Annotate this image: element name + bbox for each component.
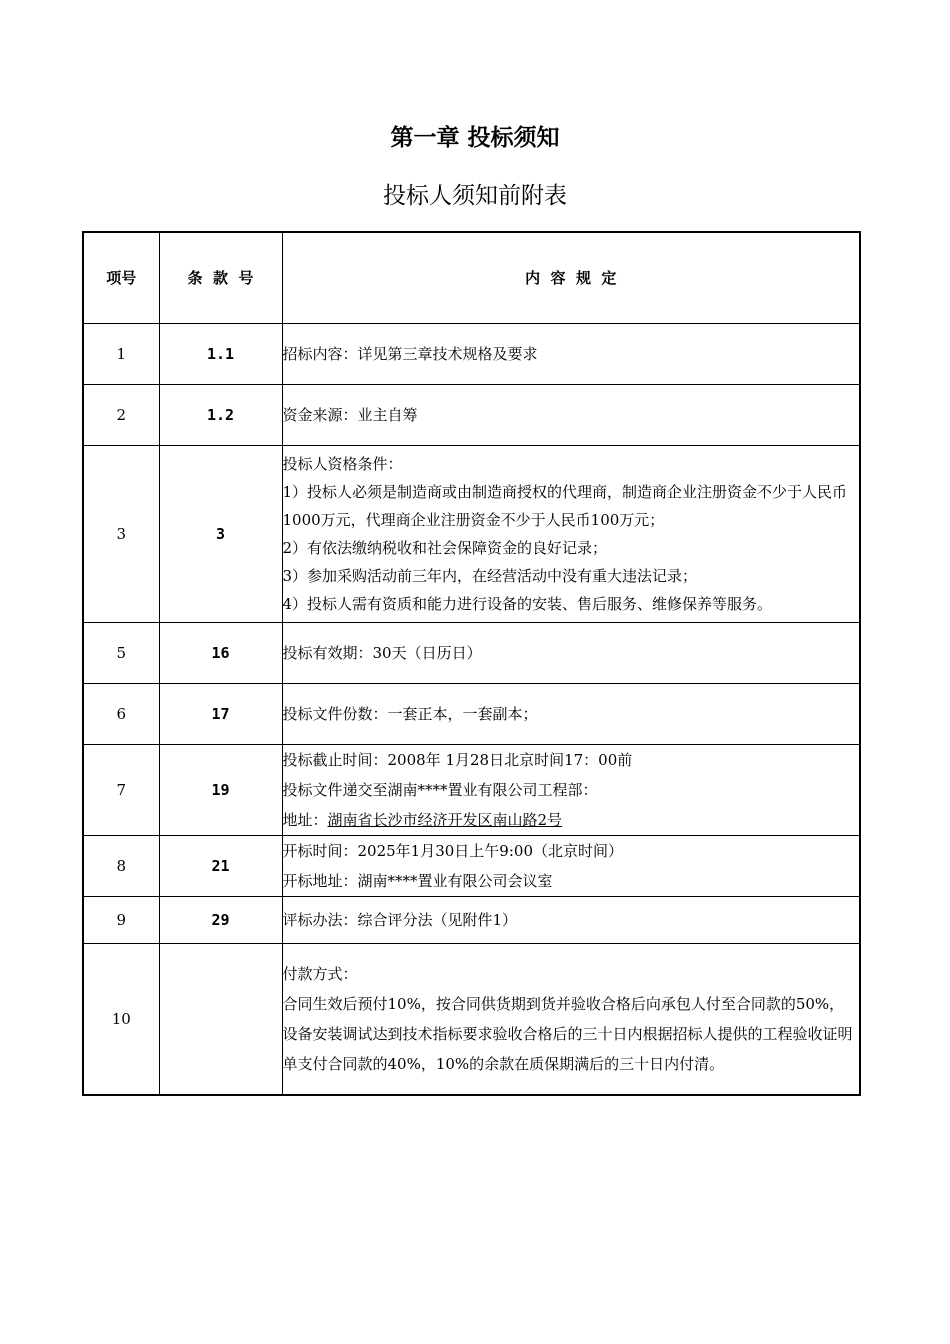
table-header-row bbox=[83, 232, 860, 323]
address-label: 地址： bbox=[282, 810, 328, 829]
header-content: 内 容 规 定 bbox=[282, 232, 860, 323]
row-content bbox=[282, 744, 860, 835]
clause-no: 16 bbox=[159, 622, 282, 683]
content-line: 投标人资格条件： bbox=[282, 454, 403, 473]
table-row bbox=[83, 622, 860, 683]
item-no: 10 bbox=[83, 943, 159, 1095]
row-content bbox=[282, 323, 860, 384]
row-content bbox=[282, 896, 860, 943]
item-no: 9 bbox=[83, 896, 159, 943]
address-value: 湖南省长沙市经济开发区南山路2号 bbox=[327, 810, 563, 829]
clause-no: 1.1 bbox=[159, 323, 282, 384]
table-row bbox=[83, 683, 860, 744]
item-no: 1 bbox=[83, 323, 159, 384]
content-line: 3）参加采购活动前三年内，在经营活动中没有重大违法记录； bbox=[282, 566, 698, 585]
content-line: 合同生效后预付10%，按合同供货期到货并验收合格后向承包人付至合同款的50%，设备安装调试达到技术指标要求验收合格后的三十日内根据招标人提供的工程验收证明单支付合同款的40%，10%的余款在质保期满后的三十日内付清。 bbox=[282, 994, 853, 1073]
content-line: 开标时间：2025年1月30日上午9:00（北京时间） bbox=[282, 841, 623, 860]
row-content bbox=[282, 683, 860, 744]
content-line: 资金来源：业主自筹 bbox=[282, 405, 418, 424]
item-no: 8 bbox=[83, 835, 159, 896]
row-content bbox=[282, 445, 860, 622]
row-content bbox=[282, 384, 860, 445]
table-row bbox=[83, 835, 860, 896]
content-line: 2）有依法缴纳税收和社会保障资金的良好记录； bbox=[282, 538, 608, 557]
clause-no: 17 bbox=[159, 683, 282, 744]
clause-no: 3 bbox=[159, 445, 282, 622]
table-row bbox=[83, 744, 860, 835]
row-content bbox=[282, 835, 860, 896]
content-line: 招标内容：详见第三章技术规格及要求 bbox=[282, 344, 538, 363]
header-clause-no: 条 款 号 bbox=[159, 232, 282, 323]
table-row bbox=[83, 384, 860, 445]
table-row bbox=[83, 323, 860, 384]
clause-no bbox=[159, 943, 282, 1095]
content-line: 开标地址：湖南****置业有限公司会议室 bbox=[282, 871, 553, 890]
content-line: 投标有效期：30天（日历日） bbox=[282, 643, 482, 662]
item-no: 7 bbox=[83, 744, 159, 835]
table-row bbox=[83, 445, 860, 622]
clause-no: 21 bbox=[159, 835, 282, 896]
content-line: 投标文件递交至湖南****置业有限公司工程部： bbox=[282, 780, 598, 799]
content-line: 付款方式： bbox=[282, 964, 358, 983]
header-item-no: 项号 bbox=[83, 232, 159, 323]
table-row bbox=[83, 896, 860, 943]
table-row bbox=[83, 943, 860, 1095]
content-line: 4）投标人需有资质和能力进行设备的安装、售后服务、维修保养等服务。 bbox=[282, 594, 773, 613]
row-content bbox=[282, 622, 860, 683]
item-no: 5 bbox=[83, 622, 159, 683]
content-line: 投标截止时间：2008年 1月28日北京时间17：00前 bbox=[282, 750, 633, 769]
content-line: 1）投标人必须是制造商或由制造商授权的代理商，制造商企业注册资金不少于人民币1000万元，代理商企业注册资金不少于人民币100万元； bbox=[282, 482, 848, 529]
item-no: 3 bbox=[83, 445, 159, 622]
content-line: 评标办法：综合评分法（见附件1） bbox=[282, 910, 518, 929]
clause-no: 1.2 bbox=[159, 384, 282, 445]
item-no: 2 bbox=[83, 384, 159, 445]
row-content bbox=[282, 943, 860, 1095]
item-no: 6 bbox=[83, 683, 159, 744]
table-title: 投标人须知前附表 bbox=[383, 183, 567, 209]
clause-no: 19 bbox=[159, 744, 282, 835]
address-line bbox=[283, 805, 860, 835]
bidder-instructions-table bbox=[82, 231, 861, 1096]
content-line: 投标文件份数：一套正本，一套副本； bbox=[282, 704, 538, 723]
chapter-title: 第一章 投标须知 bbox=[390, 125, 560, 151]
clause-no: 29 bbox=[159, 896, 282, 943]
